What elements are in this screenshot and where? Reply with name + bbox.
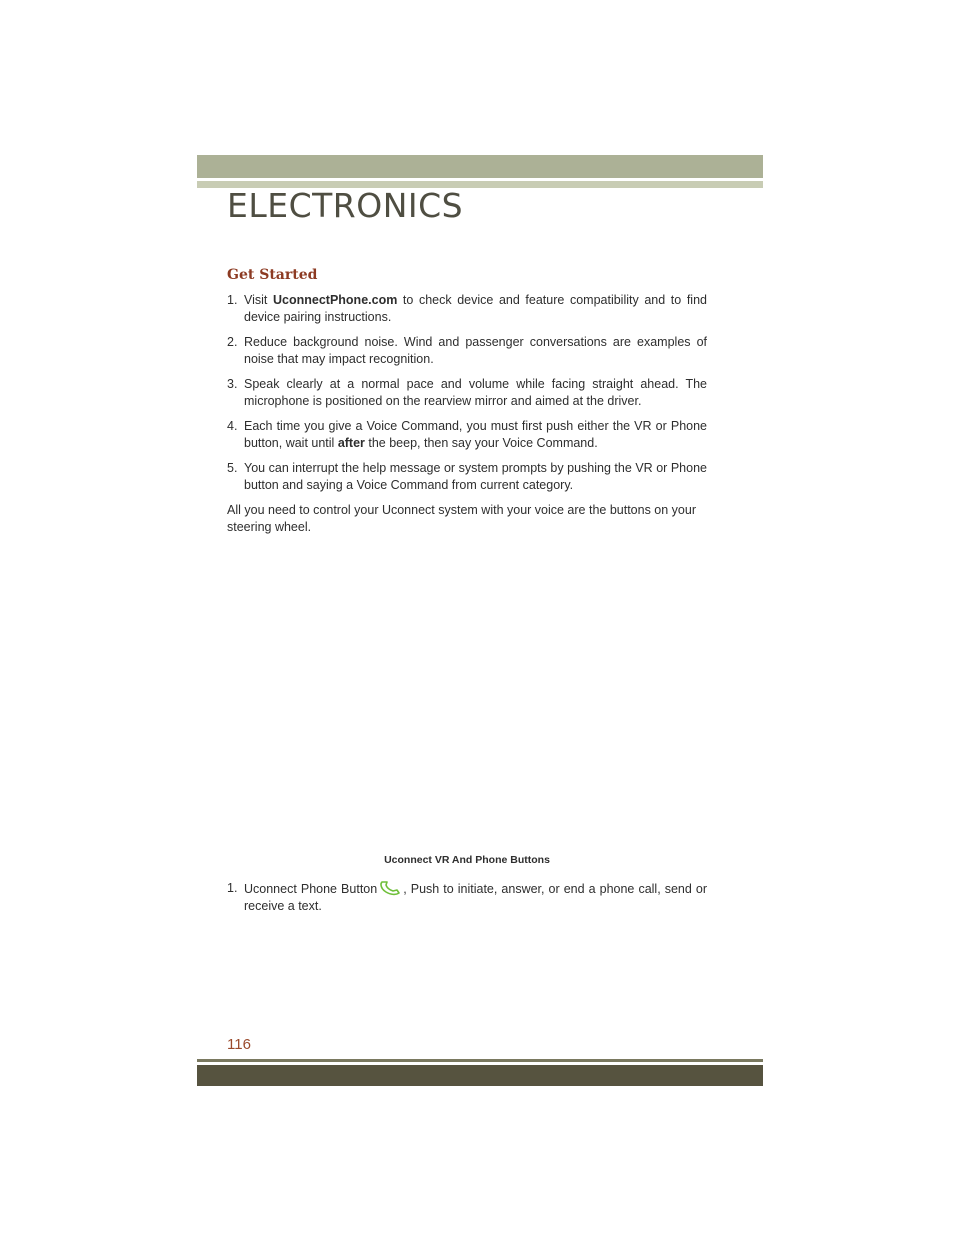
step-number: 2. xyxy=(227,335,238,349)
get-started-heading: Get Started xyxy=(227,267,318,283)
footer-band xyxy=(197,1065,763,1086)
step-text: to check device and feature compatibility and to find device pairing instructions. xyxy=(244,293,707,324)
page-number: 116 xyxy=(227,1036,251,1053)
footer-rule xyxy=(197,1059,763,1062)
get-started-section xyxy=(227,267,707,536)
step-text: Reduce background noise. Wind and passenger conversations are examples of noise that may impact recognition. xyxy=(244,335,707,366)
step-text: Each time you give a Voice Command, you must first push either the VR or Phone button, wait until xyxy=(244,419,707,450)
list-item xyxy=(227,418,707,452)
list-item xyxy=(227,460,707,494)
step-text: , Push to initiate, answer, or end a phone call, send or receive a text. xyxy=(244,882,707,913)
phone-icon xyxy=(377,880,403,896)
list-item xyxy=(227,376,707,410)
intro-paragraph: All you need to control your Uconnect system with your voice are the buttons on your steering wheel. xyxy=(227,503,696,534)
step-number: 4. xyxy=(227,419,238,433)
list-item xyxy=(227,880,707,915)
step-text: Speak clearly at a normal pace and volume while facing straight ahead. The microphone is positioned on the rearview mirror and aimed at the driver. xyxy=(244,377,707,408)
step-number: 5. xyxy=(227,461,238,475)
step-text: the beep, then say your Voice Command. xyxy=(364,436,598,450)
figure-image-area xyxy=(227,532,707,844)
step-number: 3. xyxy=(227,377,238,391)
buttons-section xyxy=(227,880,707,923)
step-text: Visit xyxy=(244,293,273,307)
step-number: 1. xyxy=(227,293,238,307)
header-band xyxy=(197,155,763,178)
steps-list xyxy=(227,292,707,494)
buttons-list xyxy=(227,880,707,915)
step-text: Uconnect Phone Button xyxy=(244,882,378,896)
step-number: 1. xyxy=(227,881,238,895)
step-emphasis: after xyxy=(337,436,365,450)
figure-caption: Uconnect VR And Phone Buttons xyxy=(384,854,550,866)
step-link-text: UconnectPhone.com xyxy=(273,293,398,307)
step-text: You can interrupt the help message or system prompts by pushing the VR or Phone button and saying a Voice Command from current category. xyxy=(244,461,707,492)
section-title: ELECTRONICS xyxy=(227,186,464,225)
list-item xyxy=(227,334,707,368)
list-item xyxy=(227,292,707,326)
